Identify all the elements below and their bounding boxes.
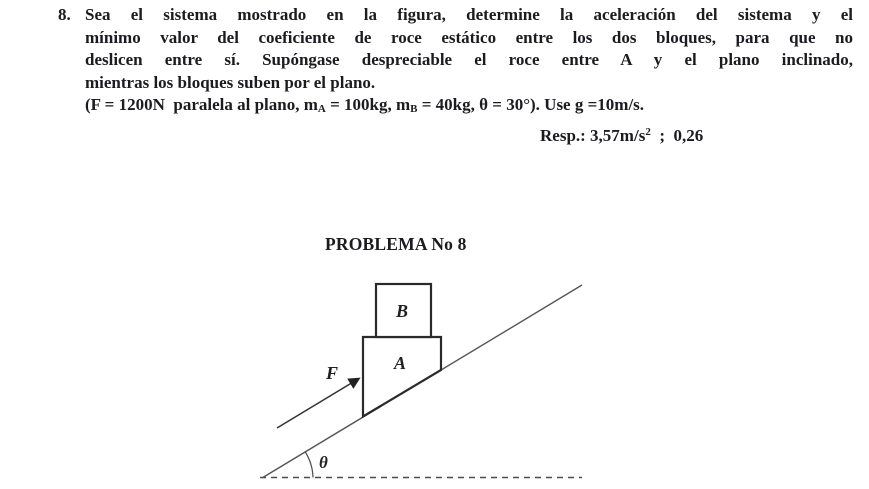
answer-line: [85, 121, 869, 148]
block-b-label: B: [396, 301, 409, 321]
given-mid: = 100kg, m: [325, 95, 411, 114]
block-a: [363, 337, 441, 417]
given-pre: (F = 1200N paralela al plano, m: [85, 95, 318, 114]
problem-text: [85, 4, 853, 147]
answer-post: ; 0,26: [650, 125, 704, 145]
force-label: F: [326, 363, 339, 383]
subscript-a: A: [317, 103, 326, 115]
problem-statement: [58, 4, 853, 147]
problem-number: 8.: [58, 5, 71, 24]
given-post: = 40kg, θ = 30°). Use g =10m/s.: [417, 95, 645, 114]
statement-line: mínimo valor del coeficiente de roce estático entre los dos bloques, para que no: [85, 27, 853, 47]
force-arrow: [277, 379, 359, 429]
statement-line: deslicen entre sí. Supóngase despreciable el roce entre A y el plano inclinado,: [85, 50, 853, 69]
block-a-label: A: [394, 353, 407, 373]
superscript-2: 2: [645, 125, 651, 138]
incline-diagram: [240, 266, 660, 489]
figure-title: PROBLEMA No 8: [325, 234, 467, 254]
statement-line: mientras los bloques suben por el plano.: [85, 72, 376, 92]
statement-line: Sea el sistema mostrado en la figura, determine la aceleración del sistema y el: [85, 5, 853, 24]
angle-label: θ: [319, 453, 328, 472]
answer-pre: Resp.: 3,57m/s: [540, 125, 646, 145]
angle-arc: [305, 452, 313, 478]
subscript-b: B: [410, 103, 418, 115]
given-data-line: [85, 94, 853, 121]
